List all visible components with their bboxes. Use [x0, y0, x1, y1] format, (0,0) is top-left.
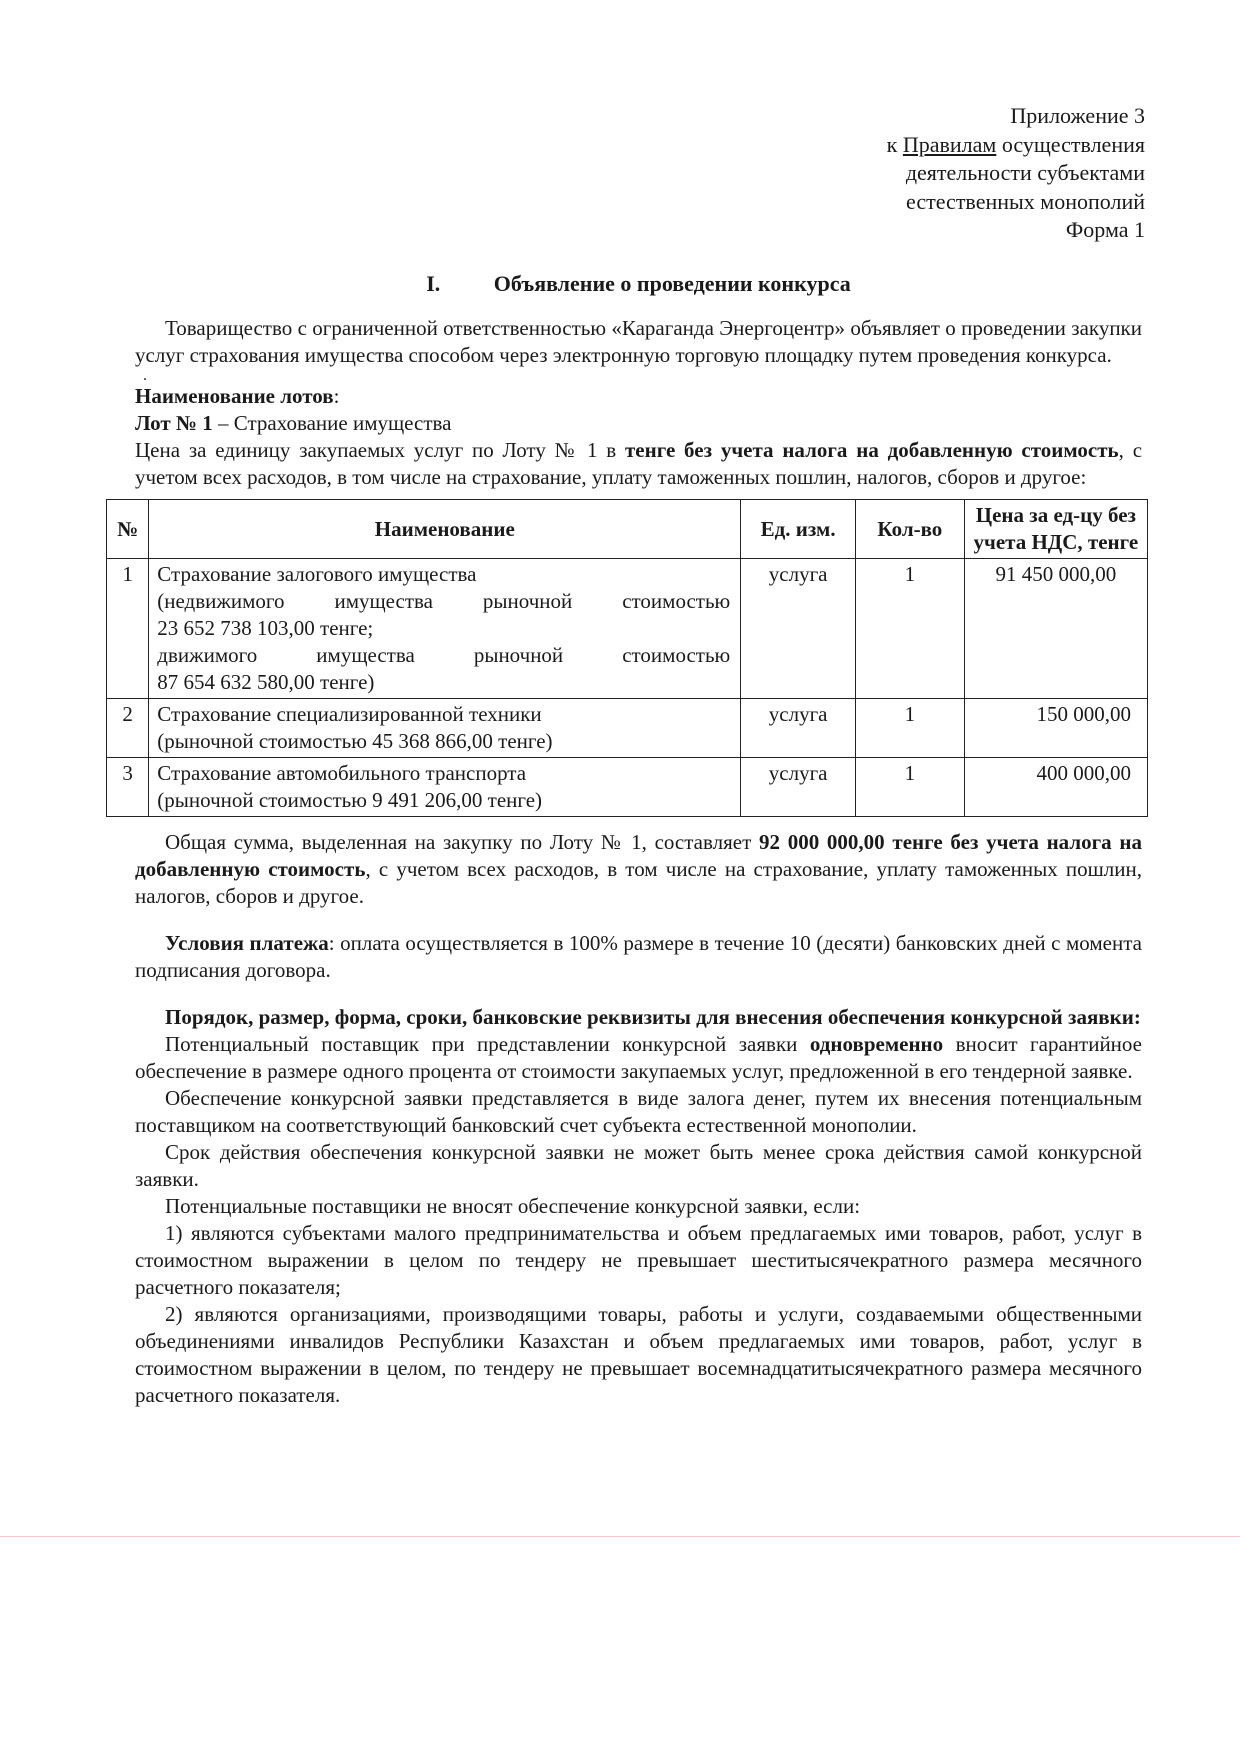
- lots-label: [135, 383, 1142, 410]
- security-p1-suffix: вносит гарантийное обеспечение в размере одного процента от стоимости закупаемых услуг, предложенной в его тендерной заявке.: [135, 1032, 1142, 1083]
- security-paragraph-6: 2) являются организациями, производящими товары, работы и услуги, создаваемыми общественными объединениями инвалидов Республики Казахстан и объем предлагаемых ими товаров, работ, услуг в стоимостном выражении в целом, по тендеру не превышает восемнадцатитысячекратного размера месячного расчетного показателя.: [135, 1302, 1142, 1407]
- row-name: [149, 559, 741, 699]
- col-header-unit: Ед. изм.: [741, 500, 856, 559]
- col-header-num: №: [107, 500, 149, 559]
- security-heading-text: Порядок, размер, форма, сроки, банковские реквизиты для внесения обеспечения конкурсной заявки:: [165, 1005, 1141, 1029]
- security-paragraph-2: Обеспечение конкурсной заявки представляется в виде залога денег, путем их внесения потенциальным поставщиком на соответствующий банковский счет субъекта естественной монополии.: [135, 1086, 1142, 1137]
- row-num: 2: [107, 699, 149, 758]
- row-name-line: 23 652 738 103,00 тенге;: [157, 616, 374, 640]
- row-name-line: (недвижимого имущества рыночной стоимостью: [157, 589, 731, 613]
- row-name-line: (рыночной стоимостью 9 491 206,00 тенге): [157, 788, 543, 812]
- row-qty: 1: [856, 559, 965, 699]
- rules-link[interactable]: Правилам: [902, 131, 997, 157]
- row-unit: услуга: [741, 758, 856, 817]
- row-name-line: Страхование специализированной техники: [157, 702, 542, 726]
- row-name-line: Страхование автомобильного транспорта: [157, 761, 527, 785]
- row-price: 150 000,00: [964, 699, 1147, 758]
- appendix-line-2: [725, 131, 1145, 160]
- row-num: 3: [107, 758, 149, 817]
- lots-label-text: Наименование лотов: [135, 384, 334, 408]
- lot-1-title: [135, 410, 1142, 437]
- payment-text: : оплата осуществляется в 100% размере в течение 10 (десяти) банковских дней с момента подписания договора.: [135, 931, 1142, 982]
- section-heading: [135, 270, 1142, 297]
- payment-label: Условия платежа: [165, 931, 329, 955]
- row-name-line: движимого имущества рыночной стоимостью: [157, 643, 731, 667]
- total-amount: 92 000 000,00 тенге без учета налога на добавленную стоимость: [135, 830, 1142, 881]
- lot-table: [106, 499, 1148, 817]
- appendix-line-3: деятельности субъектами: [905, 160, 1145, 185]
- total-suffix: , с учетом всех расходов, в том числе на страхование, уплату таможенных пошлин, налогов, сборов и другое.: [135, 857, 1143, 908]
- total-paragraph: [135, 829, 1142, 910]
- security-paragraph-3: Срок действия обеспечения конкурсной заявки не может быть менее срока действия самой конкурсной заявки.: [135, 1140, 1142, 1191]
- appendix-line-4: естественных монополий: [906, 188, 1145, 214]
- row-unit: услуга: [741, 559, 856, 699]
- security-paragraph-1: [135, 1031, 1142, 1085]
- payment-paragraph: [135, 930, 1142, 984]
- row-name-line: 87 654 632 580,00 тенге): [157, 670, 375, 694]
- security-paragraph-4: Потенциальные поставщики не вносят обеспечение конкурсной заявки, если:: [165, 1194, 861, 1218]
- security-p1-bold: одновременно: [809, 1032, 944, 1056]
- lot-1-number: Лот № 1: [135, 411, 213, 435]
- price-note-bold: тенге без учета налога на добавленную стоимость: [624, 438, 1119, 462]
- table-row: [107, 559, 1148, 699]
- col-header-qty: Кол-во: [856, 500, 965, 559]
- price-note-suffix: , с учетом всех расходов, в том числе на страхование, уплату таможенных пошлин, налогов, сборов и другое:: [135, 438, 1143, 489]
- security-paragraph-5: 1) являются субъектами малого предпринимательства и объем предлагаемых ими товаров, работ, услуг в стоимостном выражении в целом по тендеру не превышает шеститысячекратного размера месячного расчетного показателя;: [135, 1221, 1142, 1299]
- section-number: I.: [426, 271, 441, 296]
- price-note: [135, 437, 1142, 491]
- document-body: [117, 270, 1143, 1409]
- section-title: Объявление о проведении конкурса: [493, 271, 851, 296]
- row-price: 400 000,00: [964, 758, 1147, 817]
- appendix-form-number: Форма 1: [1065, 217, 1145, 242]
- appendix-prefix: к: [886, 131, 898, 157]
- row-name-line: (рыночной стоимостью 45 368 866,00 тенге): [157, 729, 553, 753]
- col-header-name: Наименование: [149, 500, 741, 559]
- col-header-price: Цена за ед-цу без учета НДС, тенге: [964, 500, 1147, 559]
- row-name-line: Страхование залогового имущества: [157, 562, 477, 586]
- total-prefix: Общая сумма, выделенная на закупку по Лоту № 1, составляет: [165, 830, 759, 854]
- security-p1-prefix: Потенциальный поставщик при представлении конкурсной заявки: [165, 1032, 810, 1056]
- row-name: [149, 699, 741, 758]
- appendix-line-1: Приложение 3: [1010, 103, 1145, 128]
- row-qty: 1: [856, 758, 965, 817]
- row-price: 91 450 000,00: [964, 559, 1147, 699]
- lots-label-colon: :: [333, 384, 340, 408]
- security-heading: [135, 1004, 1142, 1031]
- row-unit: услуга: [741, 699, 856, 758]
- stray-dot: .: [143, 367, 147, 384]
- scan-artifact-line: [0, 1536, 1240, 1537]
- row-name: [149, 758, 741, 817]
- price-note-prefix: Цена за единицу закупаемых услуг по Лоту № 1 в: [135, 438, 625, 462]
- row-qty: 1: [856, 699, 965, 758]
- appendix-block: [725, 102, 1145, 245]
- table-row: [107, 699, 1148, 758]
- row-num: 1: [107, 559, 149, 699]
- appendix-suffix: осуществления: [1001, 131, 1145, 157]
- table-row: [107, 758, 1148, 817]
- lot-1-name: – Страхование имущества: [212, 411, 452, 435]
- table-header-row: [107, 500, 1148, 559]
- intro-paragraph: Товарищество с ограниченной ответственностью «Караганда Энергоцентр» объявляет о проведении закупки услуг страхования имущества способом через электронную торговую площадку путем проведения конкурса.: [135, 316, 1142, 367]
